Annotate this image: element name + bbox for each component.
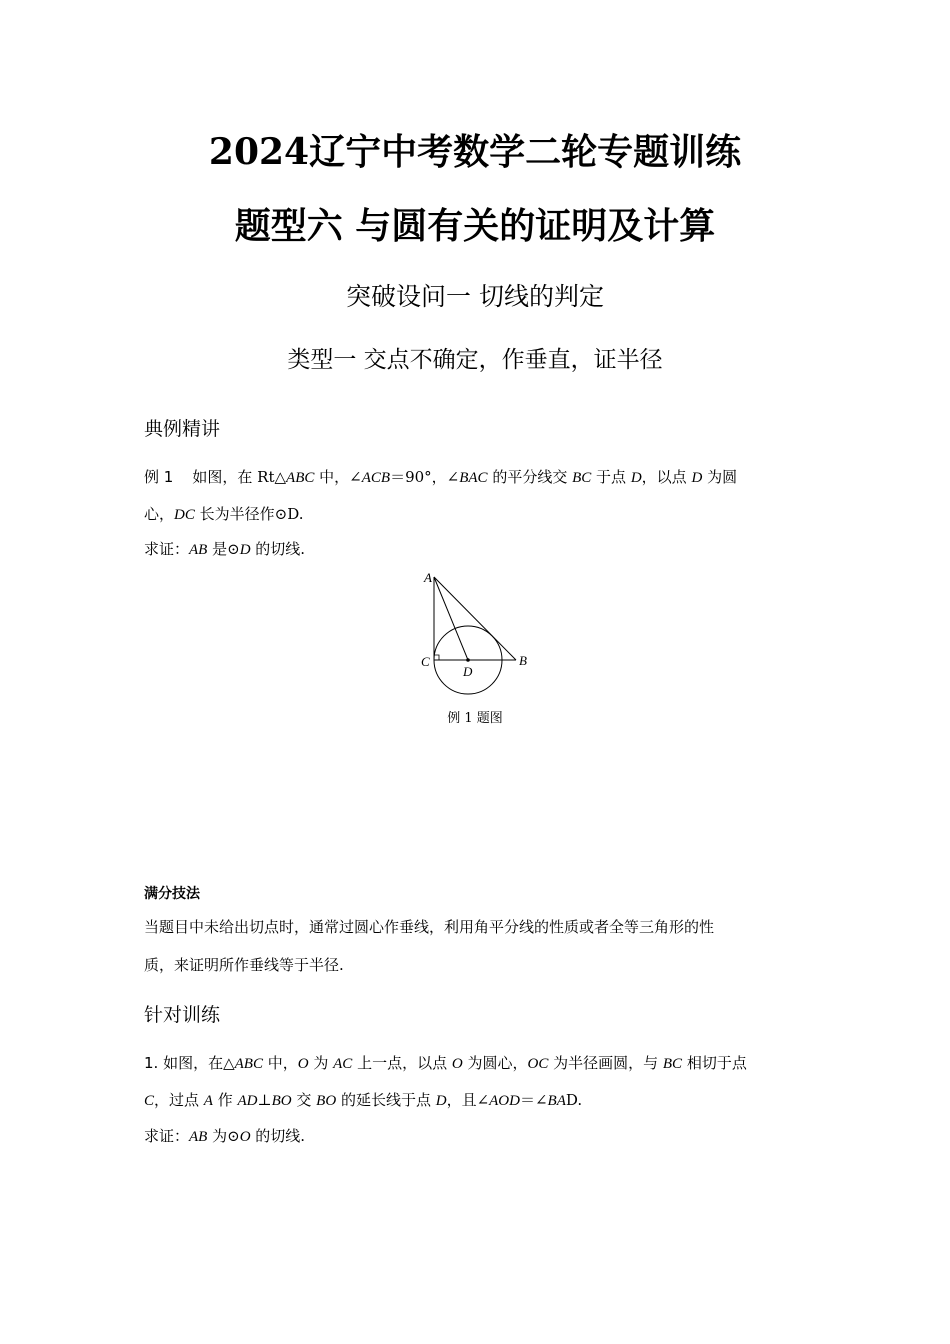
- type-heading: 类型一 交点不确定，作垂直，证半径: [287, 347, 663, 373]
- problem-1-line-1: 1. 如图，在△ABC 中，O 为 AC 上一点，以点 O 为圆心，OC 为半径画圆，与 BC 相切于点: [144, 1054, 747, 1072]
- tips-heading: 满分技法: [144, 886, 200, 902]
- document-title: 2024辽宁中考数学二轮专题训练: [208, 131, 742, 173]
- example-1-prove: 求证：AB 是⊙D 的切线.: [144, 540, 306, 558]
- point-label-c: C: [421, 654, 430, 669]
- practice-heading: 针对训练: [144, 1004, 221, 1026]
- document-subtitle: 题型六 与圆有关的证明及计算: [234, 205, 716, 247]
- example-section-heading: 典例精讲: [144, 418, 221, 440]
- point-label-d: D: [463, 664, 473, 679]
- example-label: 例 1: [144, 468, 174, 486]
- tips-line-2: 质，来证明所作垂线等于半径.: [144, 956, 344, 974]
- problem-1-line-2: C，过点 A 作 AD⊥BO 交 BO 的延长线于点 D，且∠AOD＝∠BAD.: [144, 1091, 583, 1109]
- example-1-line-1: 例 1 如图，在 Rt△ABC 中，∠ACB＝90°，∠BAC 的平分线交 BC 于点 D，以点 D 为圆: [144, 468, 738, 486]
- problem-number: 1.: [144, 1054, 159, 1072]
- tips-line-1: 当题目中未给出切点时，通常过圆心作垂线，利用角平分线的性质或者全等三角形的性: [144, 918, 715, 936]
- section-heading: 突破设问一 切线的判定: [346, 282, 604, 311]
- example-1-line-2: 心，DC 长为半径作⊙D.: [144, 505, 304, 523]
- point-label-a: A: [424, 570, 432, 585]
- problem-1-prove: 求证：AB 为⊙O 的切线.: [144, 1127, 306, 1145]
- point-label-b: B: [519, 653, 527, 668]
- figure-caption: 例 1 题图: [447, 711, 503, 726]
